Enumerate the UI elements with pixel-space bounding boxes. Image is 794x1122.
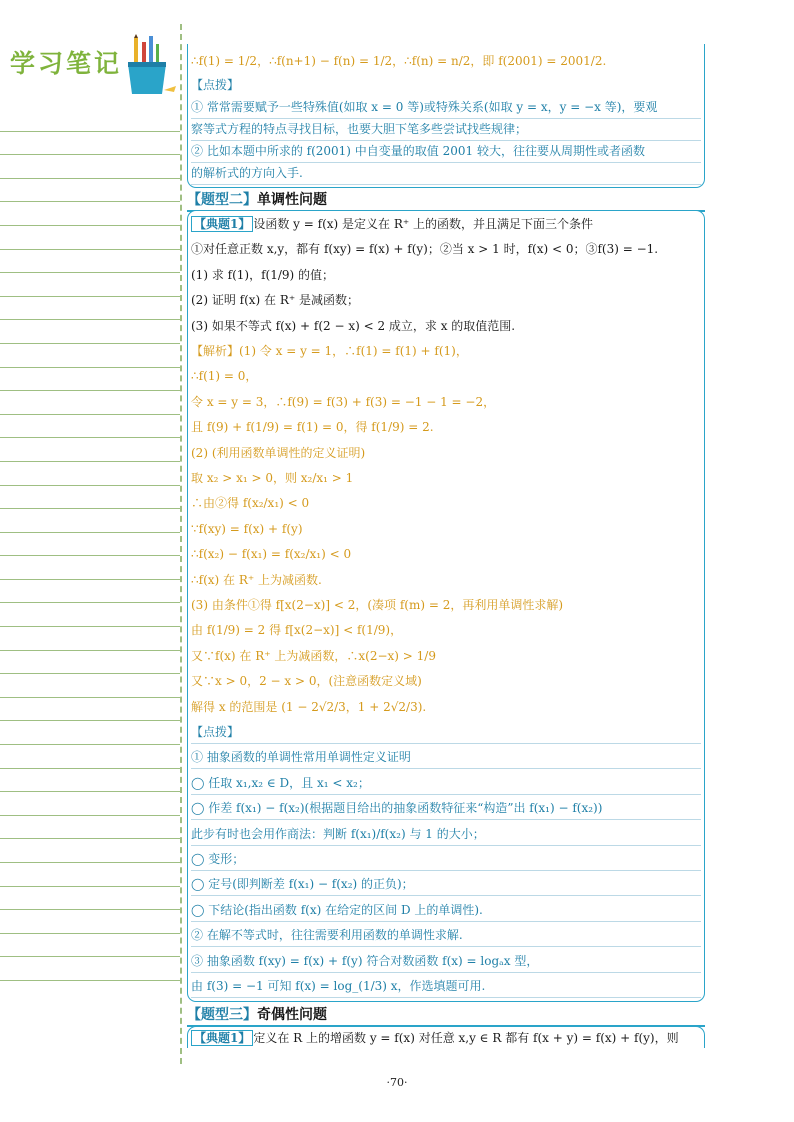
tip-line: ① 抽象函数的单调性常用单调性定义证明 <box>191 746 701 769</box>
rule-line <box>0 839 180 863</box>
rule-line <box>0 792 180 816</box>
rule-line <box>0 533 180 557</box>
ruled-lines <box>0 108 180 981</box>
solution-line: 由 f(1/9) = 2 得 f[x(2−x)] < f(1/9)， <box>191 623 403 638</box>
rule-line <box>0 344 180 368</box>
problem-text: 设函数 y = f(x) 是定义在 R⁺ 上的函数，并且满足下面三个条件 <box>253 217 594 231</box>
problem-line: (1) 求 f(1)，f(1/9) 的值； <box>191 267 334 282</box>
solution-conclusion: ∴f(1) = 1/2，∴f(n+1) − f(n) = 1/2，∴f(n) = n/2，即 f(2001) = 2001/2. <box>191 54 607 68</box>
solution-line: ∴f(x) 在 R⁺ 上为减函数. <box>191 572 322 587</box>
section-bracket: 【题型三】 <box>187 1007 257 1023</box>
rule-line <box>0 934 180 958</box>
rule-line <box>0 721 180 745</box>
rule-line <box>0 462 180 486</box>
tip-line: 由 f(3) = −1 可知 f(x) = log_(1/3) x，作选填题可用. <box>191 975 701 998</box>
section-heading-monotonicity <box>187 190 705 212</box>
rule-line <box>0 887 180 911</box>
tip-text: 的解析式的方向入手. <box>191 162 701 185</box>
solution-line: 取 x₂ > x₁ > 0，则 x₂/x₁ > 1 <box>191 471 354 485</box>
solution-continued-box <box>187 44 705 188</box>
rule-line <box>0 273 180 297</box>
example-tag: 【典题1】 <box>191 1030 253 1046</box>
rule-line <box>0 486 180 510</box>
solution-line: ∴由②得 f(x₂/x₁) < 0 <box>191 496 310 511</box>
rule-line <box>0 132 180 156</box>
solution-line: ∵f(xy) = f(x) + f(y) <box>191 521 303 536</box>
rule-line <box>0 108 180 132</box>
section-heading-parity <box>187 1005 705 1027</box>
solution-line: (2) (利用函数单调性的定义证明) <box>191 445 366 460</box>
rule-line <box>0 603 180 627</box>
tip-line: 此步有时也会用作商法：判断 f(x₁)/f(x₂) 与 1 的大小； <box>191 823 701 846</box>
rule-line <box>0 957 180 981</box>
tip-line: ◯ 任取 x₁,x₂ ∈ D，且 x₁ < x₂； <box>191 772 701 795</box>
rule-line <box>0 651 180 675</box>
section-title: 单调性问题 <box>257 192 327 208</box>
rule-line <box>0 297 180 321</box>
tip-line: ◯ 下结论(指出函数 f(x) 在给定的区间 D 上的单调性). <box>191 899 701 922</box>
tip-line: ◯ 定号(即判断差 f(x₁) − f(x₂) 的正负)； <box>191 873 701 896</box>
margin-divider <box>180 24 182 1064</box>
rule-line <box>0 627 180 651</box>
solution-line: (3) 由条件①得 f[x(2−x)] < 2，(凑项 f(m) = 2，再利用单调性求解) <box>191 598 564 612</box>
page-number: ·70· <box>386 1076 408 1089</box>
solution-line: ∴f(x₂) − f(x₁) = f(x₂/x₁) < 0 <box>191 547 352 562</box>
rule-line <box>0 415 180 439</box>
rule-line <box>0 155 180 179</box>
tip-line: ◯ 作差 f(x₁) − f(x₂)(根据题目给出的抽象函数特征来“构造”出 f(x₁) − f(x₂)) <box>191 797 701 820</box>
tip-text: ② 比如本题中所求的 f(2001) 中自变量的取值 2001 较大，往往要从周期性或者函数 <box>191 140 701 163</box>
tip-line: ② 在解不等式时，往往需要利用函数的单调性求解. <box>191 924 701 947</box>
rule-line <box>0 202 180 226</box>
solution-line: 又∵f(x) 在 R⁺ 上为减函数，∴x(2−x) > 1/9 <box>191 648 436 663</box>
problem-line: (2) 证明 f(x) 在 R⁺ 是减函数； <box>191 293 360 308</box>
rule-line <box>0 320 180 344</box>
rule-line <box>0 863 180 887</box>
solution-line: 且 f(9) + f(1/9) = f(1) = 0，得 f(1/9) = 2. <box>191 420 434 435</box>
example-tag: 【典题1】 <box>191 216 253 232</box>
rule-line <box>0 698 180 722</box>
rule-line <box>0 250 180 274</box>
rule-line <box>0 226 180 250</box>
rule-line <box>0 438 180 462</box>
solution-line: 令 x = y = 3，∴f(9) = f(3) + f(3) = −1 − 1 = −2， <box>191 394 496 409</box>
solution-line: 【解析】(1) 令 x = y = 1，∴f(1) = f(1) + f(1)， <box>191 344 468 358</box>
tip-text: 察等式方程的特点寻找目标，也要大胆下笔多些尝试找些规律； <box>191 118 701 141</box>
rule-line <box>0 674 180 698</box>
problem-statement <box>191 1027 701 1049</box>
rule-line <box>0 910 180 934</box>
pencil-cup-icon <box>118 34 178 98</box>
rule-line <box>0 391 180 415</box>
tip-line: ③ 抽象函数 f(xy) = f(x) + f(y) 符合对数函数 f(x) = logₐx 型， <box>191 950 701 973</box>
tip-heading: 【点拨】 <box>191 78 240 92</box>
rule-line <box>0 816 180 840</box>
tip-text: ① 常常需要赋予一些特殊值(如取 x = 0 等)或特殊关系(如取 y = x，y = −x 等)，要观 <box>191 96 701 119</box>
problem-text: 定义在 R 上的增函数 y = f(x) 对任意 x,y ∈ R 都有 f(x + y) = f(x) + f(y)，则 <box>253 1031 679 1045</box>
solution-line: 又∵x > 0，2 − x > 0，(注意函数定义域) <box>191 674 422 689</box>
tip-line: 【点拨】 <box>191 721 701 744</box>
rule-line <box>0 580 180 604</box>
problem-line: (3) 如果不等式 f(x) + f(2 − x) < 2 成立，求 x 的取值范围. <box>191 318 516 333</box>
study-notes-title: 学习笔记 <box>10 49 123 78</box>
notes-sidebar <box>0 0 180 1122</box>
example-box <box>187 210 705 1002</box>
rule-line <box>0 556 180 580</box>
rule-line <box>0 179 180 203</box>
example-box-parity <box>187 1026 705 1048</box>
problem-statement <box>191 213 701 235</box>
rule-line <box>0 745 180 769</box>
problem-line: ①对任意正数 x,y，都有 f(xy) = f(x) + f(y)；②当 x > 1 时，f(x) < 0；③f(3) = −1. <box>191 242 659 257</box>
rule-line <box>0 769 180 793</box>
rule-line <box>0 509 180 533</box>
section-title: 奇偶性问题 <box>257 1007 327 1023</box>
solution-line: 解得 x 的范围是 (1 − 2√2/3，1 + 2√2/3). <box>191 699 427 714</box>
tip-line: ◯ 变形； <box>191 848 701 871</box>
solution-line: ∴f(1) = 0， <box>191 369 258 384</box>
rule-line <box>0 368 180 392</box>
section-bracket: 【题型二】 <box>187 192 257 208</box>
